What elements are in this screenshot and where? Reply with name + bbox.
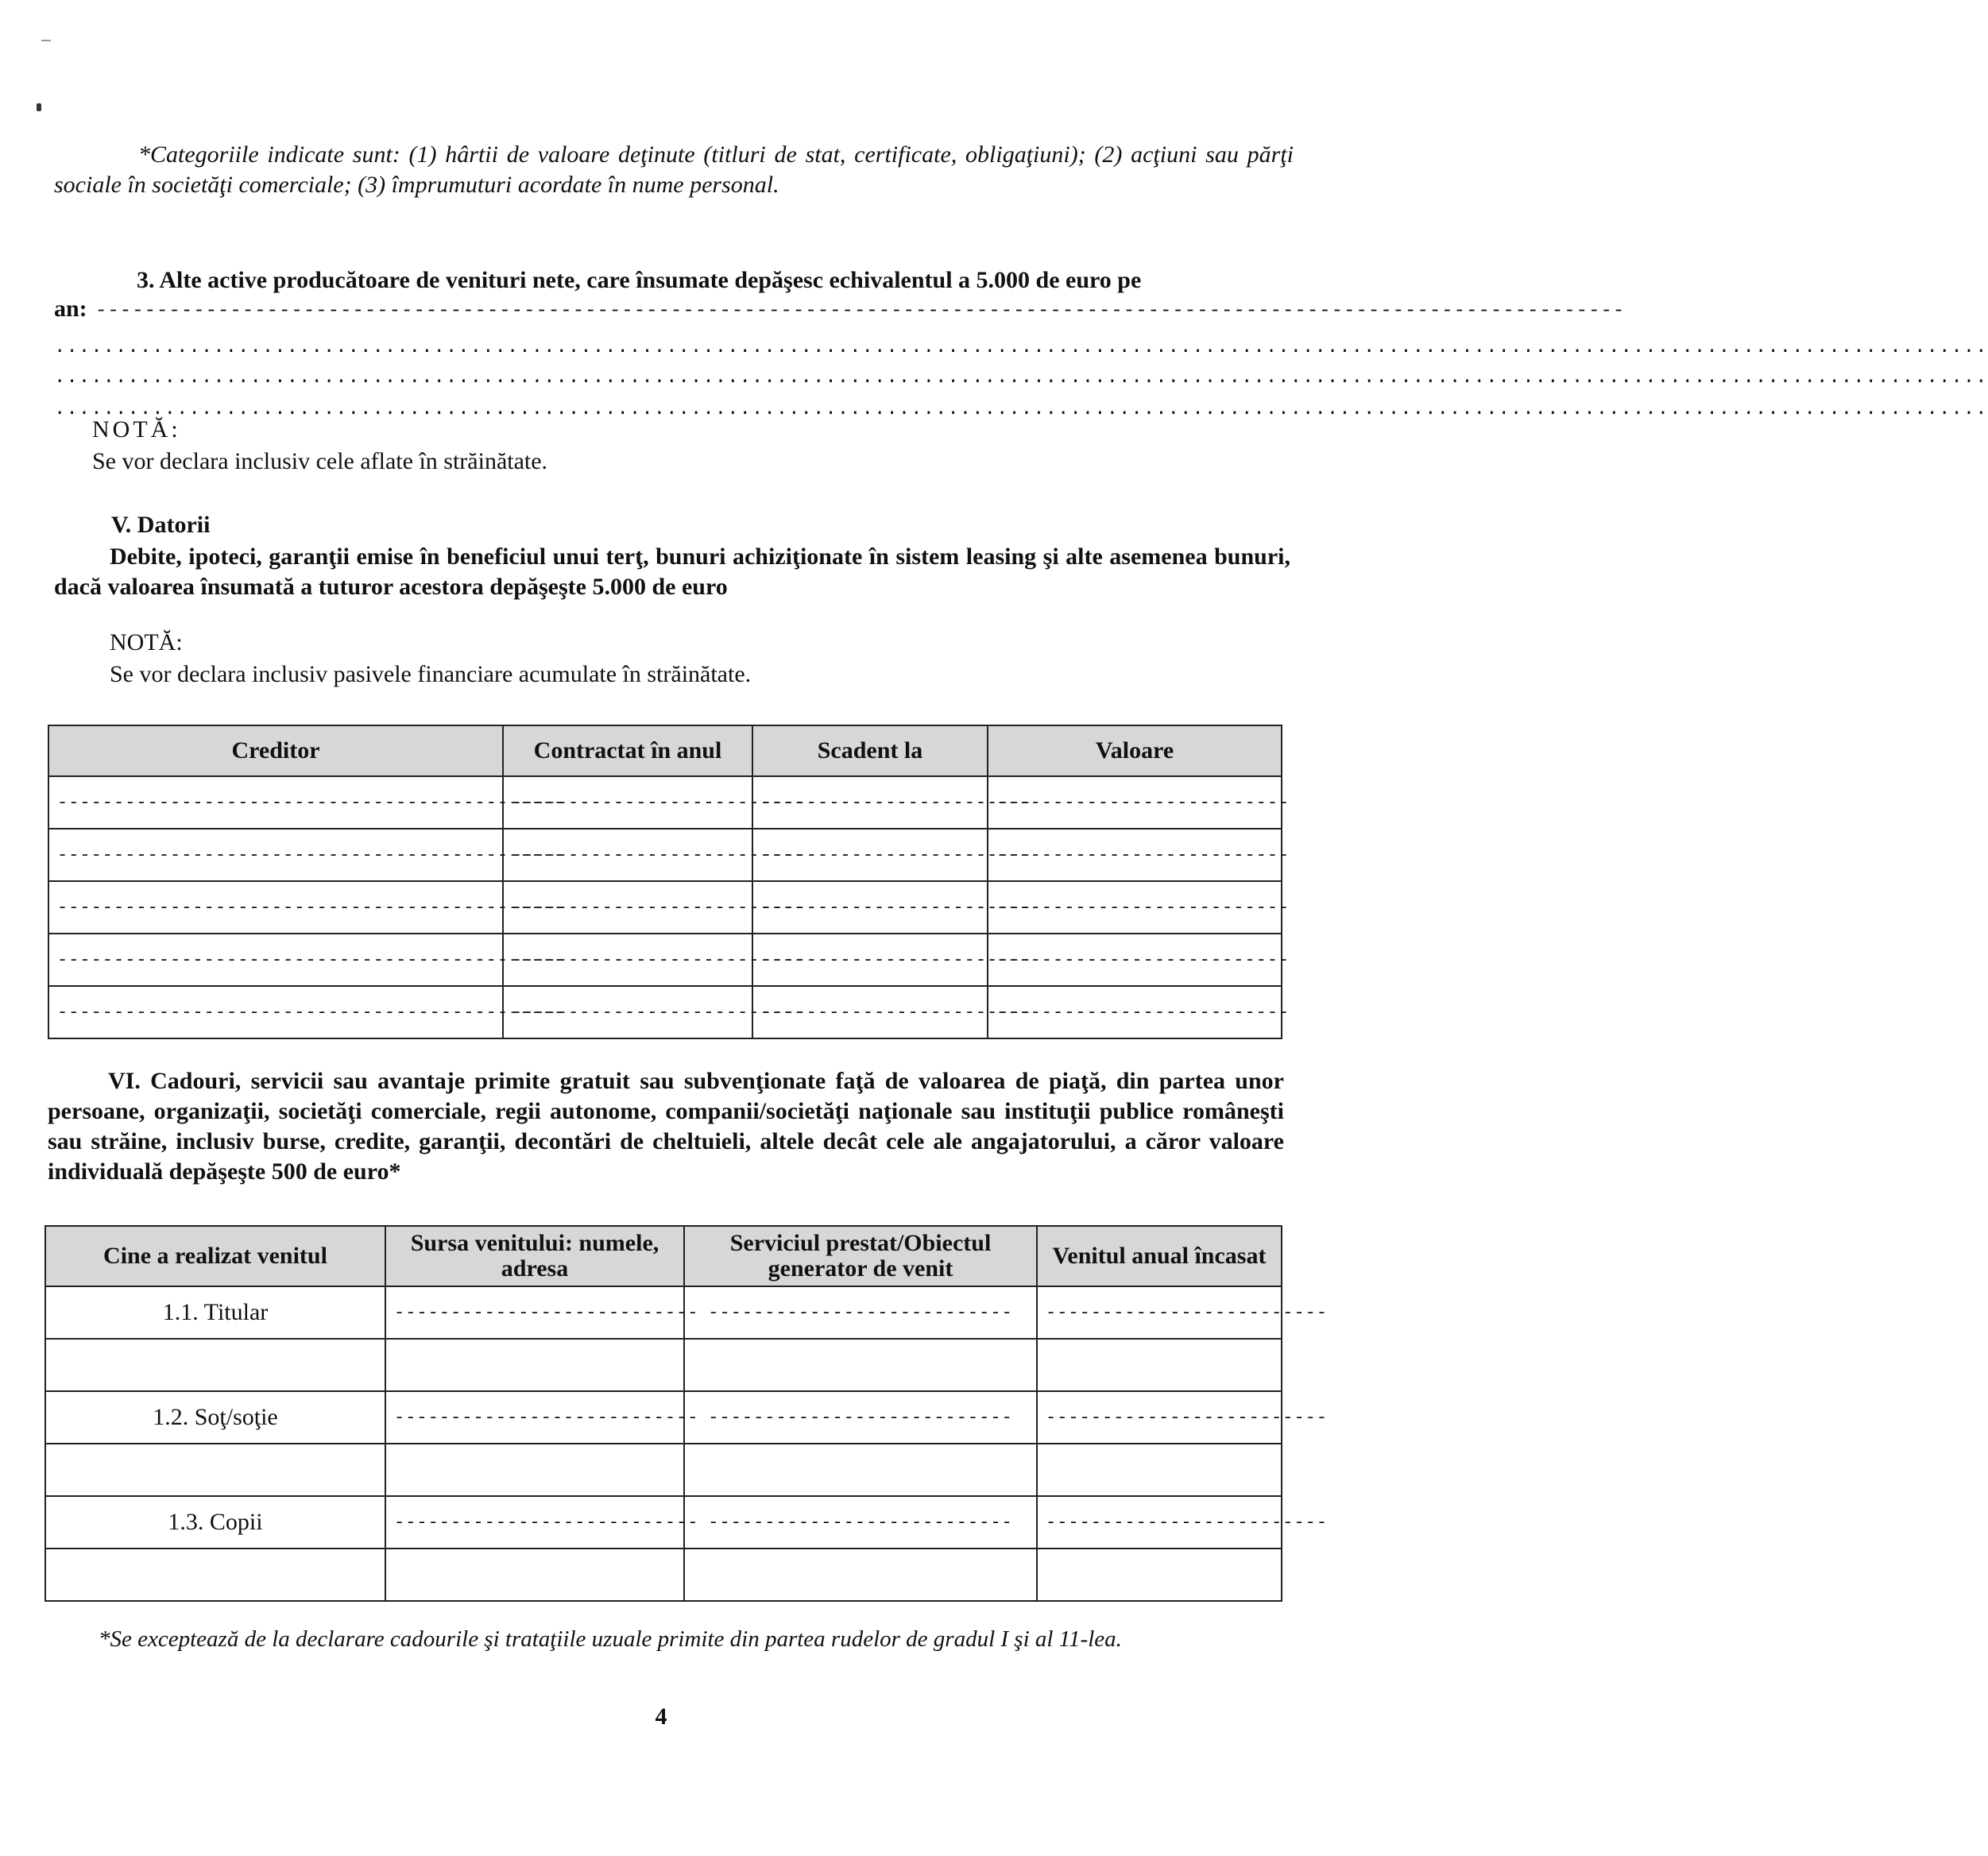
col-header-income-recipient: Cine a realizat venitul xyxy=(45,1226,385,1286)
table-cell: --------------------------------------------- xyxy=(57,897,566,918)
section-vi-description: VI. Cadouri, servicii sau avantaje primite gratuit sau subvenţionate faţă de valoarea de piaţă, din partea unor persoane, organizaţii, societăţi comerciale, regii autonome, companii/societăţi naţionale sau instituţii publice româneşti sau străine, inclusiv burse, credite, garanţii, decontări de cheltuieli, altele decât cele ale angajatorului, a căror valoare individuală depăşeşte 500 de euro* xyxy=(48,1068,1284,1185)
gifts-footnote: *Se exceptează de la declarare cadourile şi trataţiile uzuale primite din partea rudelor de gradul I şi al 11-lea. xyxy=(99,1626,1122,1652)
col-header-annual-income: Venitul anual încasat xyxy=(1037,1226,1282,1286)
table-row xyxy=(48,986,1282,1038)
table-cell: -------------------------- xyxy=(512,1002,806,1023)
table-cell xyxy=(1037,1339,1282,1391)
table-row xyxy=(45,1549,1282,1601)
nota-text: Se vor declara inclusiv cele aflate în străinătate. xyxy=(92,448,548,474)
table-row xyxy=(48,829,1282,881)
table-cell: --------------------------------------------- xyxy=(57,792,566,813)
table-cell: --------------------------------------------- xyxy=(57,949,566,970)
table-cell xyxy=(1037,1549,1282,1601)
table-cell: -------------------------- xyxy=(996,792,1290,813)
table-cell: ------------------------ xyxy=(761,845,1032,865)
table-row xyxy=(48,776,1282,829)
table-cell xyxy=(45,1549,385,1601)
table-row xyxy=(45,1444,1282,1496)
table-cell: --------------------------- xyxy=(708,1407,1013,1428)
fill-line-dots: .............................................................................................................................................................. xyxy=(54,367,1988,389)
table-cell: -------------------------- xyxy=(996,1002,1290,1023)
section-v-description: Debite, ipoteci, garanţii emise în beneficiul unui terţ, bunuri achiziţionate în sistem leasing şi alte asemenea bunuri, dacă valoarea însumată a tuturor acestora depăşeşte 5.000 de euro xyxy=(54,543,1290,600)
table-row xyxy=(45,1391,1282,1444)
table-cell xyxy=(684,1549,1037,1601)
debts-table xyxy=(48,725,1290,1039)
table-cell xyxy=(684,1339,1037,1391)
table-cell: ------------------------- xyxy=(1046,1512,1329,1533)
col-header-due-date: Scadent la xyxy=(752,725,988,776)
table-cell xyxy=(684,1444,1037,1496)
scan-mark xyxy=(37,103,41,111)
fill-line-dots: .............................................................................................................................................................. xyxy=(54,399,1988,420)
fill-line-dots: .............................................................................................................................................................. xyxy=(54,337,1988,358)
col-header-value: Valoare xyxy=(988,725,1282,776)
col-header-creditor: Creditor xyxy=(48,725,503,776)
table-cell xyxy=(385,1339,684,1391)
table-cell: 1.1. Titular xyxy=(45,1286,385,1339)
table-cell: --------------------------- xyxy=(708,1302,1013,1323)
table-cell xyxy=(1037,1444,1282,1496)
fill-line-dashes: ----------------------------------------------------------------------------------------------------------------------------- xyxy=(95,300,1626,322)
table-row xyxy=(48,881,1282,934)
table-row xyxy=(48,934,1282,986)
table-cell xyxy=(45,1444,385,1496)
table-cell xyxy=(385,1444,684,1496)
table-cell xyxy=(45,1339,385,1391)
table-row xyxy=(45,1496,1282,1549)
gifts-table xyxy=(44,1225,1329,1602)
section-3-heading: 3. Alte active producătoare de venituri nete, care însumate depăşesc echivalentul a 5.000 de euro pe xyxy=(137,267,1142,293)
col-header-service-object: Serviciul prestat/Obiectul generator de venit xyxy=(684,1226,1037,1286)
table-cell: ------------------------- xyxy=(1046,1302,1329,1323)
table-cell: -------------------------- xyxy=(512,897,806,918)
nota-text: Se vor declara inclusiv pasivele financiare acumulate în străinătate. xyxy=(110,661,752,687)
table-cell: -------------------------- xyxy=(512,845,806,865)
table-cell: ------------------------ xyxy=(761,792,1032,813)
table-row xyxy=(45,1339,1282,1391)
table-cell: 1.2. Soţ/soţie xyxy=(45,1391,385,1444)
table-cell: --------------------------------------------- xyxy=(57,1002,566,1023)
col-header-income-source: Sursa venitului: numele, adresa xyxy=(385,1226,684,1286)
table-cell: -------------------------- xyxy=(512,792,806,813)
scan-mark xyxy=(41,40,51,41)
col-header-contracted-year: Contractat în anul xyxy=(503,725,752,776)
table-cell: -------------------------- xyxy=(996,897,1290,918)
page-number: 4 xyxy=(655,1703,667,1730)
table-cell: -------------------------- xyxy=(512,949,806,970)
nota-label: NOTĂ: xyxy=(92,416,181,443)
table-cell: ------------------------ xyxy=(761,949,1032,970)
table-cell: ------------------------ xyxy=(761,897,1032,918)
nota-label: NOTĂ: xyxy=(110,629,183,655)
table-row xyxy=(45,1286,1282,1339)
table-cell: 1.3. Copii xyxy=(45,1496,385,1549)
table-cell xyxy=(385,1549,684,1601)
table-cell: --------------------------- xyxy=(394,1512,699,1533)
table-cell: --------------------------- xyxy=(394,1407,699,1428)
table-cell: --------------------------- xyxy=(708,1512,1013,1533)
section-v-title: V. Datorii xyxy=(111,512,211,538)
table-cell: -------------------------- xyxy=(996,845,1290,865)
table-cell: --------------------------- xyxy=(394,1302,699,1323)
table-cell: ------------------------ xyxy=(761,1002,1032,1023)
table-cell: --------------------------------------------- xyxy=(57,845,566,865)
section-3-heading-cont: an: xyxy=(54,296,87,322)
categories-note: *Categoriile indicate sunt: (1) hârtii de valoare deţinute (titluri de stat, certificate, obligaţiuni); (2) acţiuni sau părţi sociale în societăţi comerciale; (3) împrumuturi acordate în nume personal. xyxy=(54,141,1294,198)
table-cell: ------------------------- xyxy=(1046,1407,1329,1428)
table-cell: -------------------------- xyxy=(996,949,1290,970)
